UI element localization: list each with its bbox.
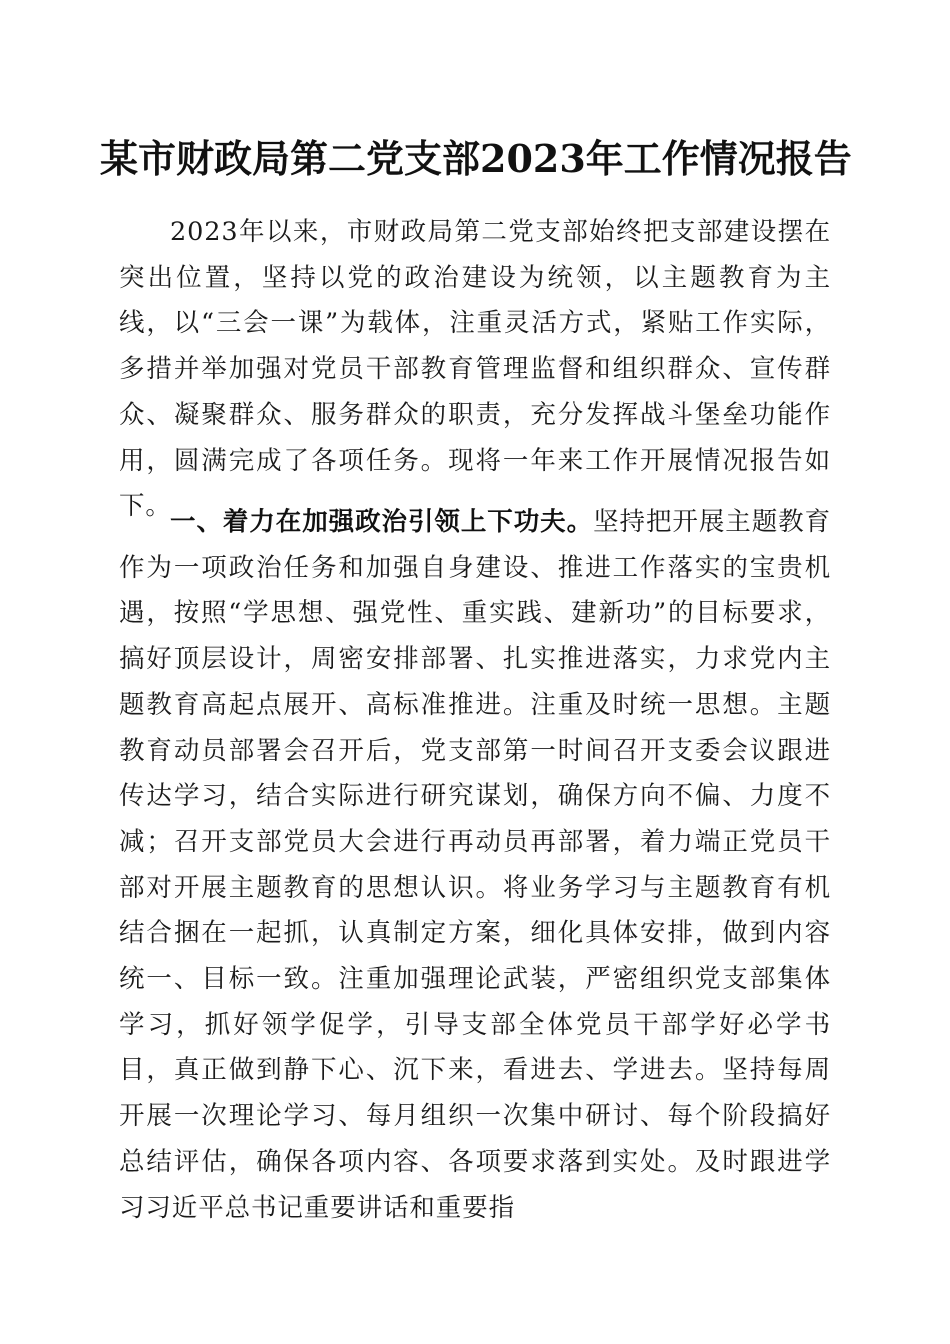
intro-paragraph: 2023年以来，市财政局第二党支部始终把支部建设摆在突出位置，坚持以党的政治建设为统领，以主题教育为主线，以“三会一课”为载体，注重灵活方式，紧贴工作实际，多措并举加强对党员干部教育管理监督和组织群众、宣传群众、凝聚群众、服务群众的职责，充分发挥战斗堡垒功能作用，圆满完成了各项任务。现将一年来工作开展情况报告如下。 (119, 217, 831, 522)
section-1-text: 坚持把开展主题教育作为一项政治任务和加强自身建设、推进工作落实的宝贵机遇，按照“学思想、强党性、重实践、建新功”的目标要求，搞好顶层设计，周密安排部署、扎实推进落实，力求党内主题教育高起点展开、高标准推进。注重及时统一思想。主题教育动员部署会召开后，党支部第一时间召开支委会议跟进传达学习，结合实际进行研究谋划，确保方向不偏、力度不减；召开支部党员大会进行再动员再部署，着力端正党员干部对开展主题教育的思想认识。将业务学习与主题教育有机结合捆在一起抓，认真制定方案，细化具体安排，做到内容统一、目标一致。注重加强理论武装，严密组织党支部集体学习，抓好领学促学，引导支部全体党员干部学好必学书目，真正做到静下心、沉下来，看进去、学进去。坚持每周开展一次理论学习、每月组织一次集中研讨、每个阶段搞好总结评估，确保各项内容、各项要求落到实处。及时跟进学习习近平总书记重要讲话和重要指 (119, 507, 831, 1223)
document-title: 某市财政局第二党支部2023年工作情况报告 (100, 136, 852, 181)
section-1-heading: 一、着力在加强政治引领上下功夫。 (170, 507, 594, 537)
section-1-paragraph (119, 500, 831, 1231)
